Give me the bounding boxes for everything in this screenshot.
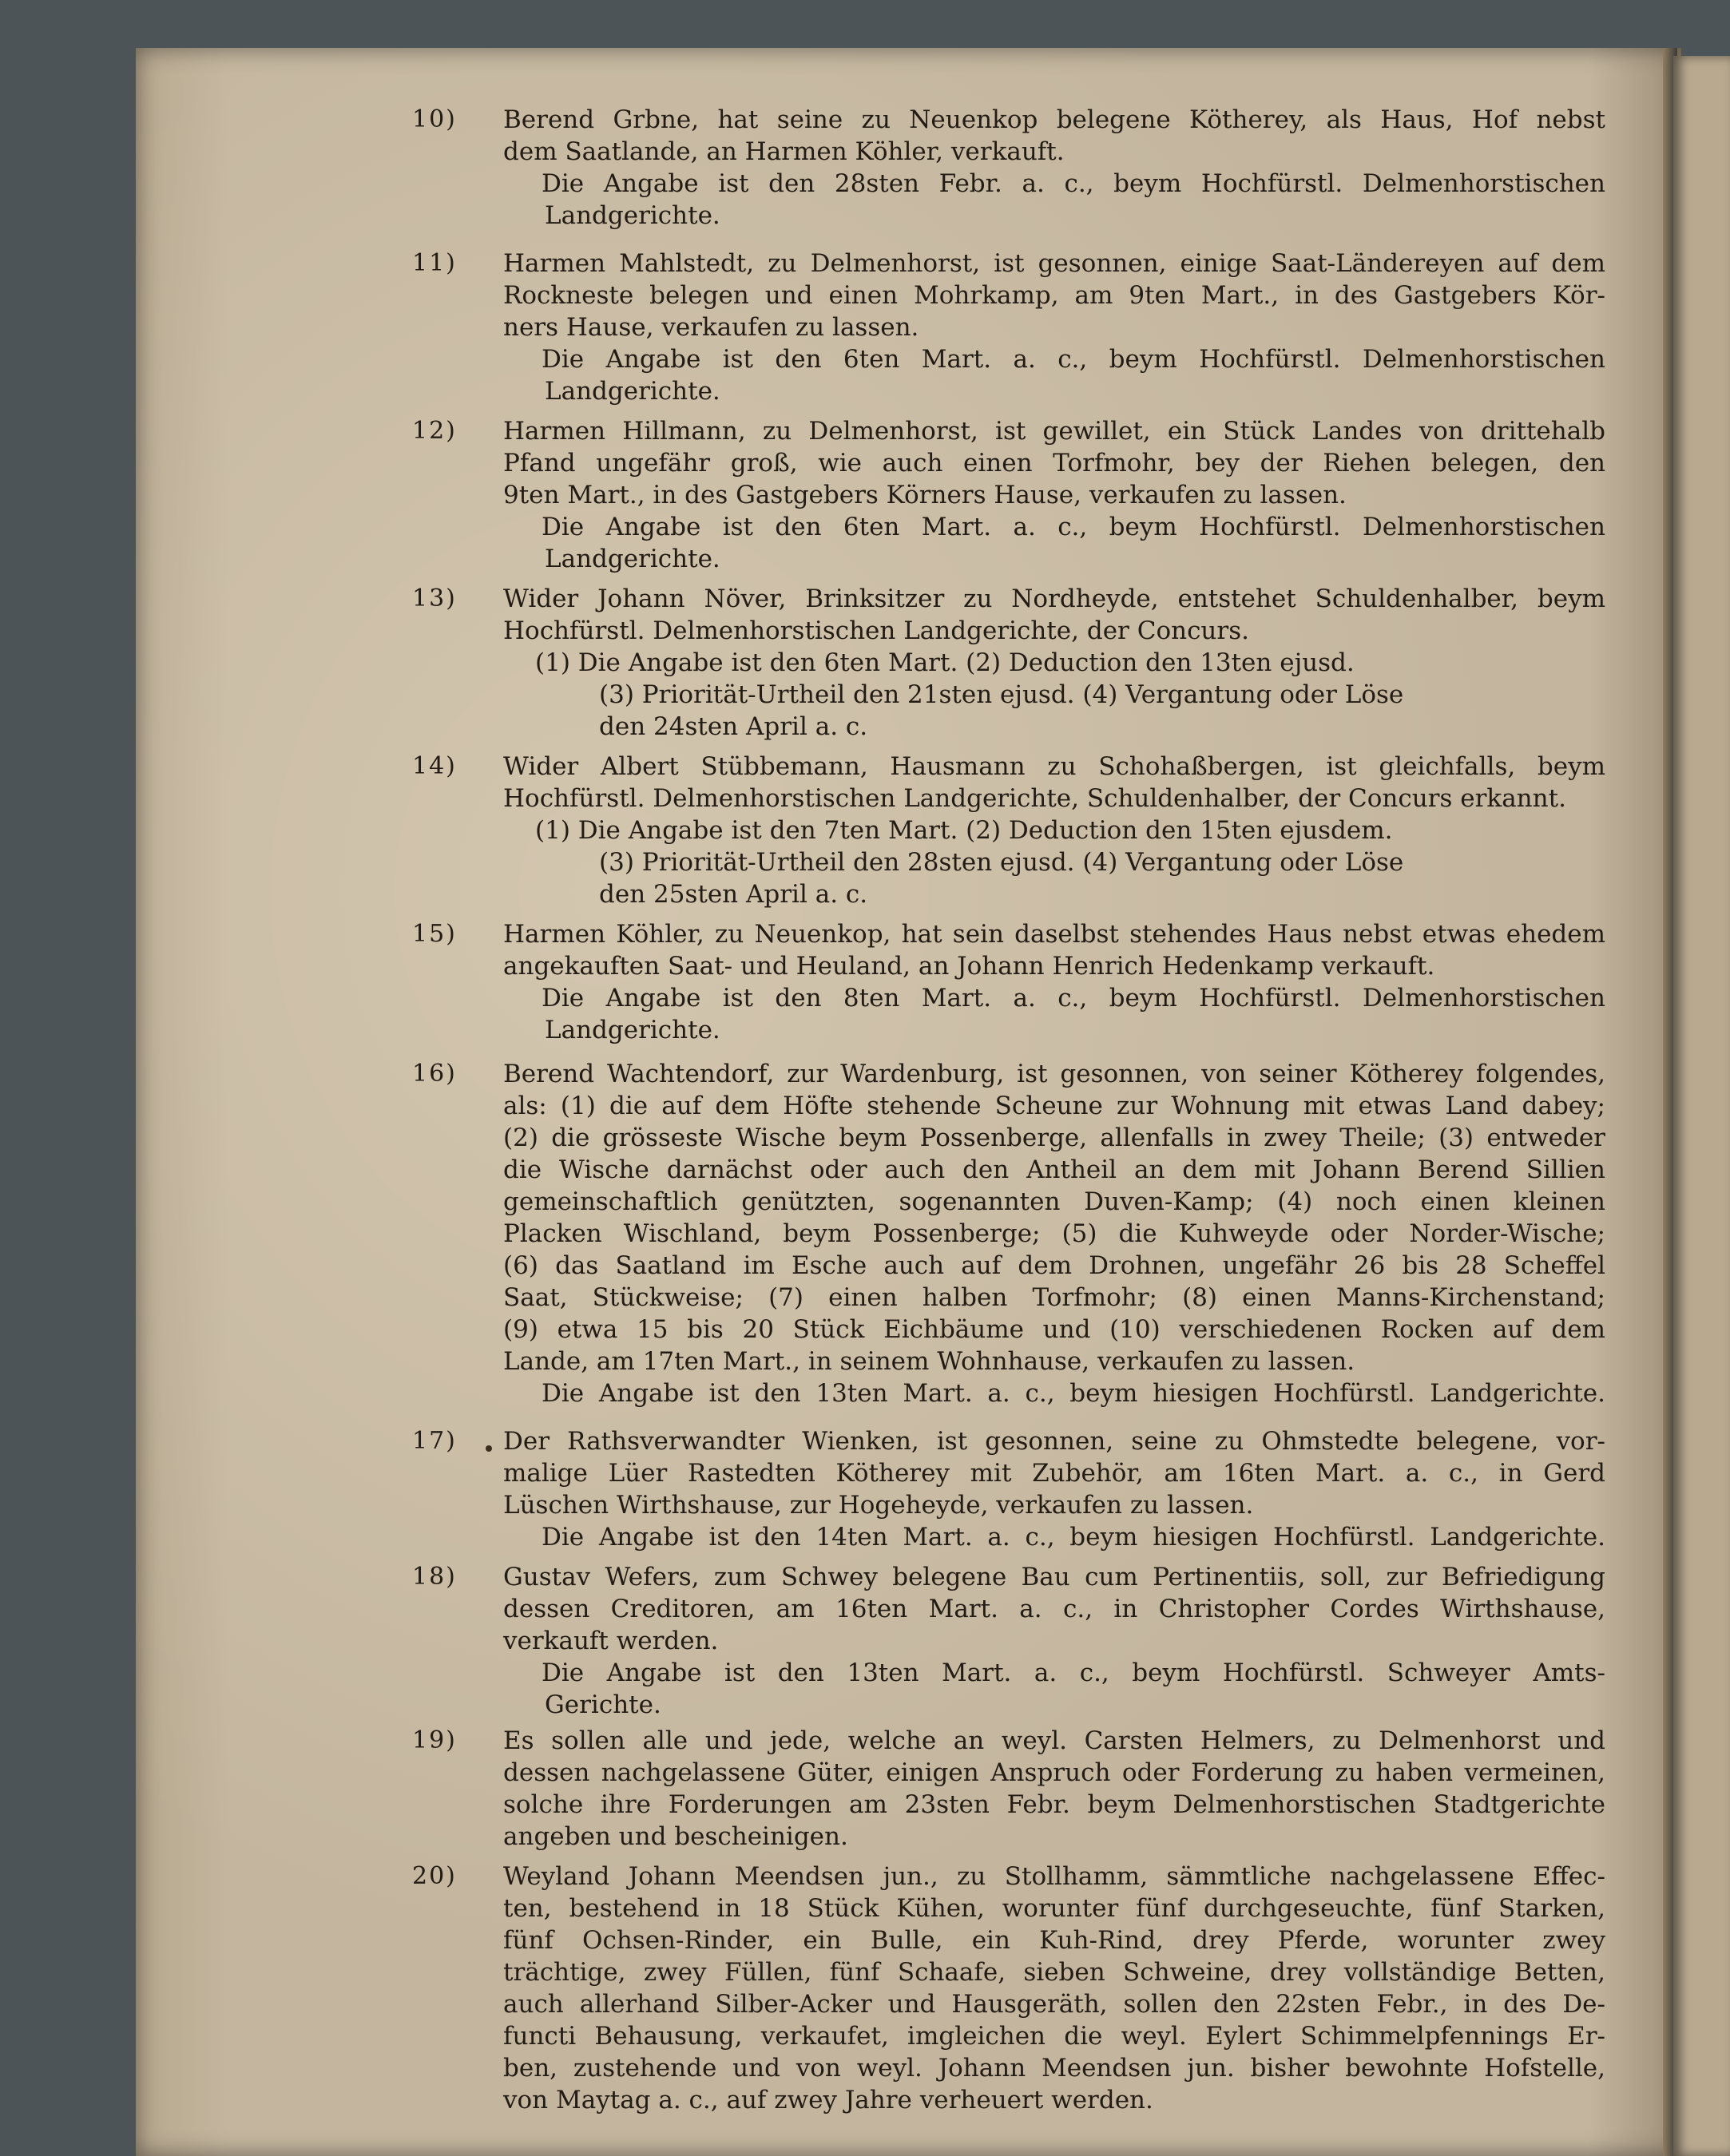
- procedure-line: (1) Die Angabe ist den 7ten Mart. (2) Deduction den 15ten ejusdem.: [535, 816, 1393, 845]
- note-line: Landgerichte.: [545, 377, 720, 406]
- entry-number: 12): [412, 417, 457, 445]
- entry-body: [503, 415, 1605, 575]
- text-line: (2) die grösseste Wische beym Possenberge, allenfalls in zwey Theile; (3) entweder: [503, 1124, 1605, 1152]
- text-line: (6) das Saatland im Esche auch auf dem Drohnen, ungefähr 26 bis 28 Scheffel: [503, 1251, 1605, 1280]
- text-line: Pfand ungefähr groß, wie auch einen Torfmohr, bey der Riehen belegen, den: [503, 449, 1605, 478]
- text-line: verkauft werden.: [503, 1627, 719, 1655]
- text-line: angeben und bescheinigen.: [503, 1822, 848, 1851]
- text-line: malige Lüer Rastedten Kötherey mit Zubehör, am 16ten Mart. a. c., in Gerd: [503, 1459, 1605, 1488]
- procedure-line: (3) Priorität-Urtheil den 28sten ejusd. (4) Vergantung oder Löse: [599, 848, 1404, 877]
- text-line: Harmen Köhler, zu Neuenkop, hat sein daselbst stehendes Haus nebst etwas ehedem: [503, 920, 1605, 949]
- entry-number: 15): [412, 920, 457, 948]
- text-line: ten, bestehend in 18 Stück Kühen, worunter fünf durchgeseuchte, fünf Starken,: [503, 1894, 1605, 1923]
- text-line: Harmen Hillmann, zu Delmenhorst, ist gewillet, ein Stück Landes von drittehalb: [503, 417, 1605, 446]
- entry-number: 18): [412, 1563, 457, 1591]
- procedure-line: (1) Die Angabe ist den 6ten Mart. (2) Deduction den 13ten ejusd.: [535, 648, 1355, 677]
- note-line: Die Angabe ist den 13ten Mart. a. c., beym Hochfürstl. Schweyer Amts-: [542, 1659, 1605, 1687]
- text-line: dem Saatlande, an Harmen Köhler, verkauft.: [503, 137, 1065, 166]
- note-line: Die Angabe ist den 6ten Mart. a. c., beym Hochfürstl. Delmenhorstischen: [542, 513, 1605, 541]
- entry-body: [503, 751, 1605, 910]
- entry-number: 11): [412, 249, 457, 277]
- note-line: Die Angabe ist den 28sten Febr. a. c., beym Hochfürstl. Delmenhorstischen: [542, 169, 1605, 198]
- entry-body: [503, 1725, 1605, 1853]
- text-line: Der Rathsverwandter Wienken, ist gesonnen, seine zu Ohmstedte belegene, vor-: [503, 1427, 1605, 1456]
- text-line: ben, zustehende und von weyl. Johann Meendsen jun. bisher bewohnte Hofstelle,: [503, 2054, 1605, 2083]
- entry-body: [503, 1058, 1605, 1409]
- entry-body: [503, 1425, 1605, 1553]
- text-line: functi Behausung, verkaufet, imgleichen die weyl. Eylert Schimmelpfennings Er-: [503, 2022, 1605, 2051]
- text-line: (9) etwa 15 bis 20 Stück Eichbäume und (10) verschiedenen Rocken auf dem: [503, 1315, 1605, 1344]
- note-line: Landgerichte.: [545, 201, 720, 230]
- entry-number: 14): [412, 752, 457, 780]
- text-line: Rockneste belegen und einen Mohrkamp, am 9ten Mart., in des Gastgebers Kör-: [503, 281, 1605, 310]
- ink-dot: [486, 1445, 492, 1452]
- text-line: als: (1) die auf dem Höfte stehende Scheune zur Wohnung mit etwas Land dabey;: [503, 1092, 1605, 1120]
- text-line: auch allerhand Silber-Acker und Hausgeräth, sollen den 22sten Febr., in des De-: [503, 1990, 1605, 2019]
- text-line: solche ihre Forderungen am 23sten Febr. beym Delmenhorstischen Stadtgerichte: [503, 1790, 1605, 1819]
- entry-number: 16): [412, 1060, 457, 1088]
- text-line: Lande, am 17ten Mart., in seinem Wohnhause, verkaufen zu lassen.: [503, 1347, 1355, 1376]
- entry-body: [503, 1561, 1605, 1721]
- procedure-line: (3) Priorität-Urtheil den 21sten ejusd. (4) Vergantung oder Löse: [599, 680, 1404, 709]
- text-line: gemeinschaftlich genützten, sogenannten Duven-Kamp; (4) noch einen kleinen: [503, 1187, 1605, 1216]
- text-line: Es sollen alle und jede, welche an weyl. Carsten Helmers, zu Delmenhorst und: [503, 1726, 1605, 1755]
- text-line: Hochfürstl. Delmenhorstischen Landgerichte, der Concurs.: [503, 616, 1249, 645]
- entry-number: 10): [412, 105, 457, 133]
- text-line: Berend Grbne, hat seine zu Neuenkop belegene Kötherey, als Haus, Hof nebst: [503, 105, 1605, 134]
- text-line: Berend Wachtendorf, zur Wardenburg, ist gesonnen, von seiner Kötherey folgendes,: [503, 1060, 1605, 1088]
- text-line: Harmen Mahlstedt, zu Delmenhorst, ist gesonnen, einige Saat-Ländereyen auf dem: [503, 249, 1605, 278]
- note-line: Landgerichte.: [545, 545, 720, 573]
- text-line: dessen Creditoren, am 16ten Mart. a. c., in Christopher Cordes Wirthshause,: [503, 1595, 1605, 1623]
- text-line: fünf Ochsen-Rinder, ein Bulle, ein Kuh-Rind, drey Pferde, worunter zwey: [503, 1926, 1605, 1955]
- note-line: Die Angabe ist den 6ten Mart. a. c., beym Hochfürstl. Delmenhorstischen: [542, 345, 1605, 374]
- note-line: Gerichte.: [545, 1690, 661, 1719]
- facing-page-edge: [1673, 56, 1730, 2156]
- text-line: Weyland Johann Meendsen jun., zu Stollhamm, sämmtliche nachgelassene Effec-: [503, 1862, 1605, 1891]
- note-line: Die Angabe ist den 8ten Mart. a. c., beym Hochfürstl. Delmenhorstischen: [542, 984, 1605, 1013]
- text-line: ners Hause, verkaufen zu lassen.: [503, 313, 919, 342]
- procedure-line: den 25sten April a. c.: [599, 880, 868, 909]
- entry-number: 19): [412, 1726, 457, 1754]
- text-line: Hochfürstl. Delmenhorstischen Landgerichte, Schuldenhalber, der Concurs erkannt.: [503, 784, 1566, 813]
- text-line: 9ten Mart., in des Gastgebers Körners Hause, verkaufen zu lassen.: [503, 481, 1347, 509]
- entry-body: [503, 104, 1605, 232]
- page-text: [136, 48, 1681, 2156]
- text-line: Wider Albert Stübbemann, Hausmann zu Schohaßbergen, ist gleichfalls, beym: [503, 752, 1605, 781]
- entry-body: [503, 248, 1605, 407]
- entry-body: [503, 1861, 1605, 2116]
- entry-body: [503, 583, 1605, 743]
- text-line: Wider Johann Növer, Brinksitzer zu Nordheyde, entstehet Schuldenhalber, beym: [503, 585, 1605, 613]
- text-line: von Maytag a. c., auf zwey Jahre verheuert werden.: [503, 2086, 1153, 2114]
- note-line: Landgerichte.: [545, 1016, 720, 1044]
- text-line: Gustav Wefers, zum Schwey belegene Bau cum Pertinentiis, soll, zur Befriedigung: [503, 1563, 1605, 1591]
- note-line: Die Angabe ist den 14ten Mart. a. c., beym hiesigen Hochfürstl. Landgerichte.: [542, 1523, 1605, 1552]
- procedure-line: den 24sten April a. c.: [599, 712, 868, 741]
- entry-body: [503, 918, 1605, 1046]
- note-line: Die Angabe ist den 13ten Mart. a. c., beym hiesigen Hochfürstl. Landgerichte.: [542, 1379, 1605, 1408]
- entry-number: 20): [412, 1862, 457, 1890]
- text-line: die Wische darnächst oder auch den Antheil an dem mit Johann Berend Sillien: [503, 1155, 1605, 1184]
- text-line: dessen nachgelassene Güter, einigen Anspruch oder Forderung zu haben vermeinen,: [503, 1758, 1605, 1787]
- text-line: Saat, Stückweise; (7) einen halben Torfmohr; (8) einen Manns-Kirchenstand;: [503, 1283, 1605, 1312]
- entry-number: 17): [412, 1427, 457, 1455]
- document-page: [136, 48, 1681, 2156]
- entry-number: 13): [412, 585, 457, 612]
- text-line: Lüschen Wirthshause, zur Hogeheyde, verkaufen zu lassen.: [503, 1491, 1254, 1520]
- text-line: Placken Wischland, beym Possenberge; (5) die Kuhweyde oder Norder-Wische;: [503, 1219, 1605, 1248]
- text-line: angekauften Saat- und Heuland, an Johann Henrich Hedenkamp verkauft.: [503, 952, 1435, 981]
- text-line: trächtige, zwey Füllen, fünf Schaafe, sieben Schweine, drey vollständige Betten,: [503, 1958, 1605, 1987]
